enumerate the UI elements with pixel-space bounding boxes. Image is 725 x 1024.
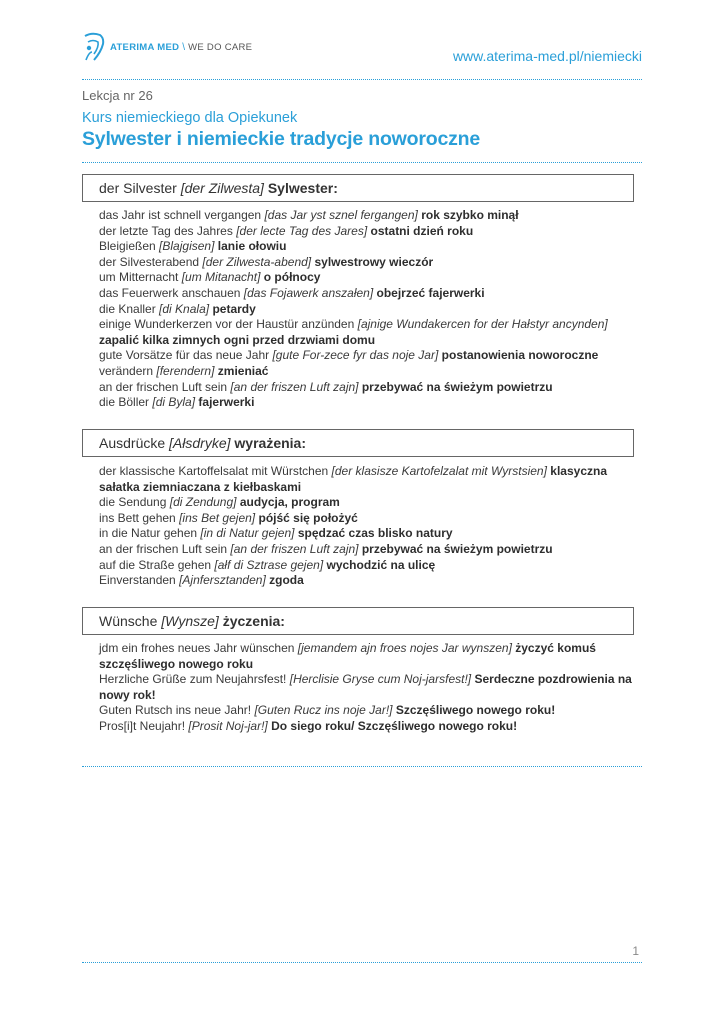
entry-polish: audycja, program: [239, 495, 340, 510]
vocab-entry: [99, 208, 639, 224]
entry-german: Guten Rutsch ins neue Jahr!: [99, 703, 252, 718]
heading-pronunciation: [Ałsdryke]: [169, 435, 231, 451]
entry-german: der klassische Kartoffelsalat mit Würstchen: [99, 464, 329, 478]
entry-polish: pójść się położyć: [258, 510, 358, 525]
entry-pronunciation: [gute For-zece fyr das noje Jar]: [272, 348, 439, 363]
vocab-entry: [99, 317, 639, 348]
entry-polish: spędzać czas blisko natury: [297, 526, 453, 541]
entry-pronunciation: [an der friszen Luft zajn]: [230, 541, 359, 556]
brand-logo: [82, 32, 252, 62]
entry-german: einige Wunderkerzen vor der Haustür anzünden: [99, 317, 355, 332]
entry-polish: klasyczna sałatka ziemniaczana z kiełbaskami: [99, 464, 608, 494]
entry-pronunciation: [di Knala]: [159, 301, 210, 316]
heading-polish: Sylwester:: [267, 180, 338, 196]
entry-polish: przebywać na świeżym powietrzu: [361, 379, 553, 394]
entry-pronunciation: [das Fojawerk anszałen]: [243, 285, 374, 300]
entry-german: die Böller: [99, 395, 150, 410]
vocab-entry: [99, 511, 639, 527]
entry-polish: wychodzić na ulicę: [326, 557, 436, 572]
entry-list-wuensche: [99, 641, 639, 735]
entry-german: verändern: [99, 363, 154, 378]
entry-polish: lanie ołowiu: [217, 239, 287, 254]
page-number: 1: [632, 944, 639, 958]
entry-pronunciation: [Prosit Noj-jar!]: [188, 718, 268, 733]
entry-polish: Szczęśliwego nowego roku!: [395, 703, 556, 718]
section-heading-ausdruecke: [82, 429, 634, 457]
section-heading-silvester: [82, 174, 634, 202]
entry-pronunciation: [der lecte Tag des Jares]: [236, 223, 368, 238]
vocab-entry: [99, 348, 639, 364]
vocab-entry: [99, 224, 639, 240]
heading-pronunciation: [der Zilwesta]: [180, 180, 264, 196]
vocab-entry: [99, 672, 639, 703]
vocab-entry: [99, 380, 639, 396]
entry-polish: obejrzeć fajerwerki: [376, 285, 485, 300]
entry-pronunciation: [jemandem ajn froes nojes Jar wynszen]: [297, 641, 512, 655]
vocab-entry: [99, 302, 639, 318]
entry-german: Bleigießen: [99, 239, 156, 254]
entry-german: der letzte Tag des Jahres: [99, 223, 233, 238]
vocab-entry: [99, 573, 639, 589]
entry-polish: rok szybko minął: [421, 208, 519, 222]
vocab-entry: [99, 364, 639, 380]
heading-polish: wyrażenia:: [234, 435, 306, 451]
entry-pronunciation: [der klasisze Kartofelzalat mit Wyrstsien]: [331, 464, 547, 478]
entry-german: jdm ein frohes neues Jahr wünschen: [99, 641, 295, 655]
vocab-entry: [99, 255, 639, 271]
entry-german: die Knaller: [99, 301, 156, 316]
entry-german: um Mitternacht: [99, 270, 179, 285]
divider-title: [82, 162, 642, 163]
entry-polish: Serdeczne pozdrowienia na nowy rok!: [99, 672, 632, 702]
brand-name: ATERIMA MED: [110, 41, 180, 53]
vocab-entry: [99, 395, 639, 411]
course-name: Kurs niemieckiego dla Opiekunek: [82, 110, 298, 126]
vocab-entry: [99, 286, 639, 302]
entry-german: auf die Straße gehen: [99, 557, 212, 572]
entry-polish: zgoda: [269, 573, 304, 588]
entry-pronunciation: [der Zilwesta-abend]: [202, 254, 312, 269]
entry-pronunciation: [ins Bet gejen]: [179, 510, 256, 525]
heading-polish: życzenia:: [222, 613, 285, 629]
entry-pronunciation: [ferendern]: [156, 363, 215, 378]
vocab-entry: [99, 464, 639, 495]
entry-polish: zapalić kilka zimnych ogni przed drzwiami domu: [99, 332, 376, 347]
entry-polish: postanowienia noworoczne: [441, 348, 599, 363]
entry-german: das Jahr ist schnell vergangen: [99, 208, 262, 222]
entry-german: gute Vorsätze für das neue Jahr: [99, 348, 270, 363]
entry-pronunciation: [ałf di Sztrase gejen]: [214, 557, 324, 572]
heading-german: der Silvester: [99, 180, 177, 196]
entry-polish: o północy: [263, 270, 321, 285]
vocab-entry: [99, 526, 639, 542]
vocab-entry: [99, 542, 639, 558]
entry-german: Einverstanden: [99, 573, 176, 588]
entry-pronunciation: [di Zendung]: [169, 495, 237, 510]
entry-pronunciation: [um Mitanacht]: [181, 270, 261, 285]
vocab-entry: [99, 558, 639, 574]
site-url-link[interactable]: www.aterima-med.pl/niemiecki: [452, 48, 642, 64]
entry-polish: ostatni dzień roku: [370, 223, 474, 238]
vocab-entry: [99, 270, 639, 286]
heading-german: Ausdrücke: [99, 435, 166, 451]
entry-german: die Sendung: [99, 495, 167, 510]
entry-pronunciation: [in di Natur gejen]: [200, 526, 295, 541]
section-heading-wuensche: [82, 607, 634, 635]
entry-polish: sylwestrowy wieczór: [314, 254, 434, 269]
vocab-entry: [99, 495, 639, 511]
entry-pronunciation: [Blajgisen]: [159, 239, 215, 254]
entry-german: in die Natur gehen: [99, 526, 198, 541]
entry-german: an der frischen Luft sein: [99, 379, 228, 394]
entry-pronunciation: [an der friszen Luft zajn]: [230, 379, 359, 394]
entry-polish: przebywać na świeżym powietrzu: [361, 541, 553, 556]
entry-pronunciation: [di Byla]: [152, 395, 196, 410]
entry-pronunciation: [Herclisie Gryse cum Noj-jarsfest!]: [289, 672, 472, 687]
vocab-entry: [99, 641, 639, 672]
entry-pronunciation: [Guten Rucz ins noje Jar!]: [254, 703, 393, 718]
divider-footer: [82, 962, 642, 963]
entry-german: Herzliche Grüße zum Neujahrsfest!: [99, 672, 287, 687]
divider-top: [82, 79, 642, 80]
heading-german: Wünsche: [99, 613, 158, 629]
entry-pronunciation: [ajnige Wundakercen for der Hałstyr ancynden]: [357, 317, 608, 332]
entry-german: an der frischen Luft sein: [99, 541, 228, 556]
entry-german: das Feuerwerk anschauen: [99, 285, 241, 300]
entry-polish: zmieniać: [217, 363, 269, 378]
entry-german: ins Bett gehen: [99, 510, 176, 525]
brand-separator: \: [182, 41, 186, 53]
divider-bottom: [82, 766, 642, 767]
lesson-number: Lekcja nr 26: [82, 88, 153, 103]
page-header: [82, 32, 642, 68]
entry-list-ausdruecke: [99, 464, 639, 589]
page-title: Sylwester i niemieckie tradycje noworoczne: [82, 128, 481, 150]
caregiver-logo-icon: [82, 32, 106, 62]
vocab-entry: [99, 703, 639, 719]
entry-polish: petardy: [212, 301, 256, 316]
entry-pronunciation: [Ajnfersztanden]: [179, 573, 266, 588]
entry-pronunciation: [das Jar yst sznel fergangen]: [264, 208, 418, 222]
entry-german: Pros[i]t Neujahr!: [99, 718, 186, 733]
vocab-entry: [99, 719, 639, 735]
vocab-entry: [99, 239, 639, 255]
entry-list-silvester: [99, 208, 639, 411]
heading-pronunciation: [Wynsze]: [161, 613, 219, 629]
entry-polish: fajerwerki: [198, 395, 255, 410]
entry-polish: Do siego roku/ Szczęśliwego nowego roku!: [271, 718, 518, 733]
entry-german: der Silvesterabend: [99, 254, 200, 269]
entry-polish: życzyć komuś szczęśliwego nowego roku: [99, 641, 596, 671]
brand-tagline: WE DO CARE: [188, 41, 253, 53]
